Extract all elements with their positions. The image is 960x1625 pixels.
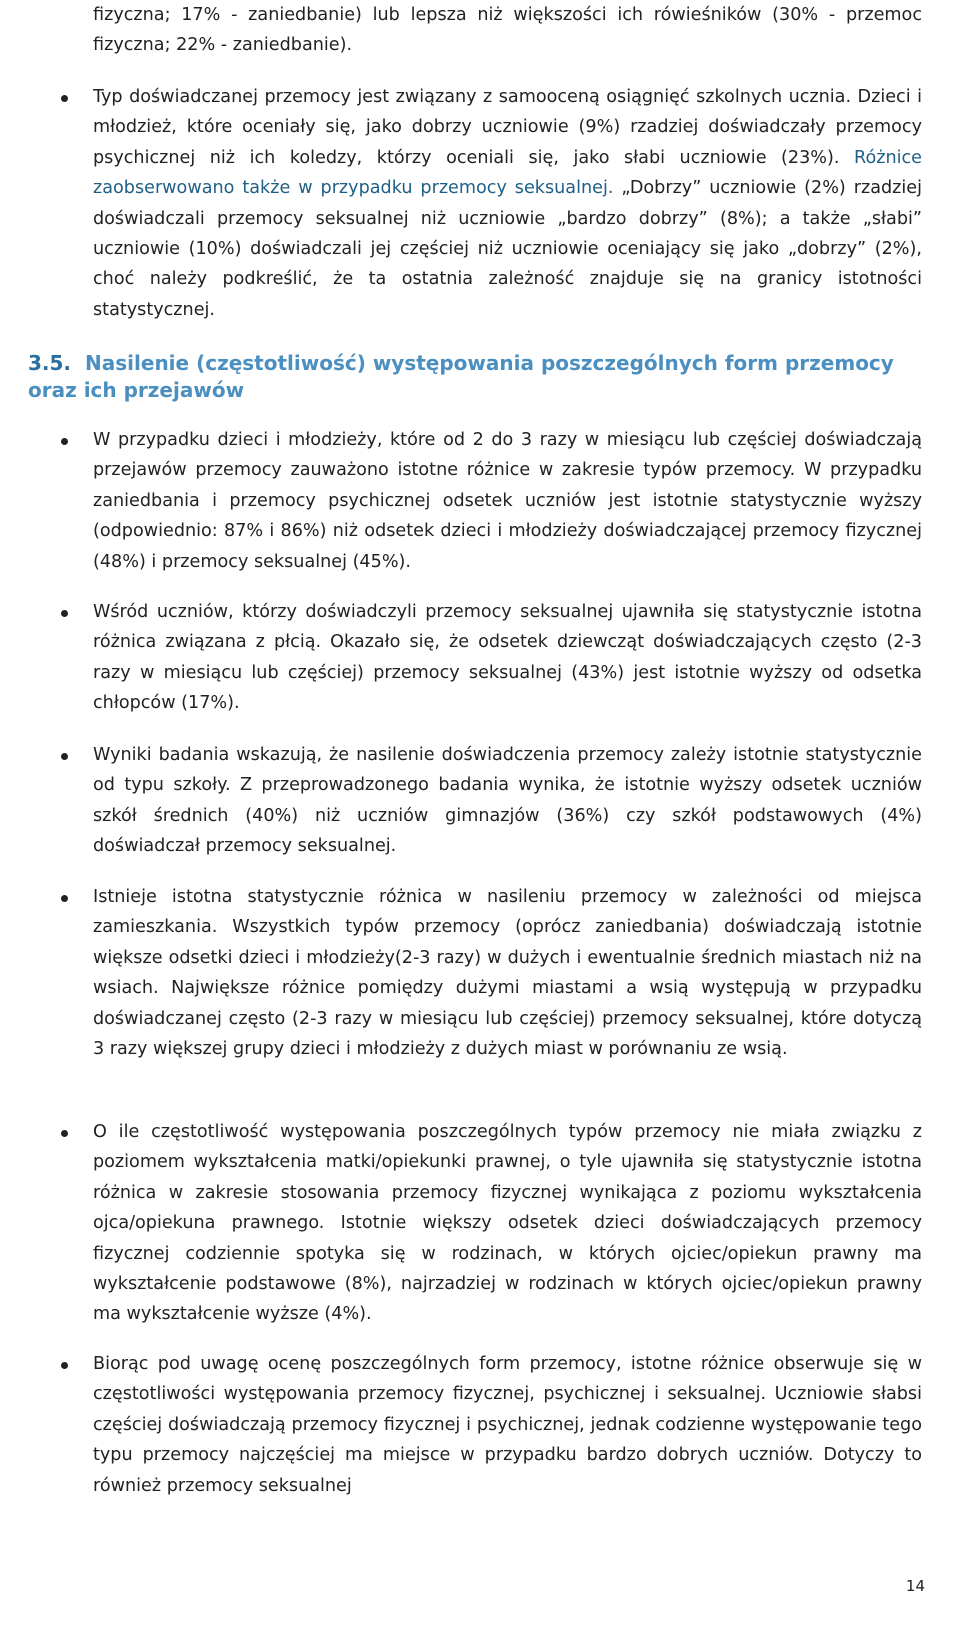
bullet-icon [61, 610, 68, 617]
section-heading [28, 350, 928, 404]
page-number: 14 [905, 1577, 925, 1595]
bullet-icon [61, 753, 68, 760]
bullet-frequency-types: W przypadku dzieci i młodzieży, które od 2 do 3 razy w miesiącu lub częściej doświadczają przejawów przemocy zauważono istotne różnice w zakresie typów przemocy. W przypadku zaniedbania i przemocy psychicznej odsetek uczniów jest istotnie statystycznie wyższy (odpowiednio: 87% i 86%) niż odsetek dzieci i młodzieży doświadczającej przemocy fizycznej (48%) i przemocy seksualnej (45%). [93, 430, 922, 572]
bullet-icon [61, 895, 68, 902]
bullet-place-of-residence: Istnieje istotna statystycznie różnica w nasileniu przemocy w zależności od miejsca zamieszkania. Wszystkich typów przemocy (oprócz zaniedbania) doświadczają istotnie większe odsetki dzieci i młodzieży(2-3 razy) w dużych i ewentualnie średnich miastach niż na wsiach. Największe różnice pomiędzy dużymi miastami a wsią występują w przypadku doświadczanej często (2-3 razy w miesiącu lub częściej) przemocy seksualnej, które dotyczą 3 razy większej grupy dzieci i młodzieży z dużych miast w porównaniu ze wsią. [93, 887, 922, 1060]
bullet-text-highlight: Różnice zaobserwowano także w przypadku przemocy seksualnej. [93, 147, 922, 199]
bullet-gender-difference: Wśród uczniów, którzy doświadczyli przemocy seksualnej ujawniła się statystycznie istotna różnica związana z płcią. Okazało się, że odsetek dziewcząt doświadczających często (2-3 razy w miesiącu lub częściej) przemocy seksualnej (43%) jest istotnie wyższy od odsetka chłopców (17%). [93, 602, 922, 714]
bullet-parent-education: O ile częstotliwość występowania poszczególnych typów przemocy nie miała związku z poziomem wykształcenia matki/opiekunki prawnej, o tyle ujawniła się statystycznie istotna różnica w zakresie stosowania przemocy fizycznej wynikająca z poziomu wykształcenia ojca/opiekuna prawnego. Istotnie większy odsetek dzieci doświadczających przemocy fizycznej codziennie spotyka się w rodzinach, w których ojciec/opiekun prawny ma wykształcenie podstawowe (8%), najrzadziej w rodzinach w których ojciec/opiekun prawny ma wykształcenie wyższe (4%). [93, 1122, 922, 1325]
bullet-school-type: Wyniki badania wskazują, że nasilenie doświadczenia przemocy zależy istotnie statystycznie od typu szkoły. Z przeprowadzonego badania wynika, że istotnie wyższy odsetek uczniów szkół średnich (40%) niż uczniów gimnazjów (36%) czy szkół podstawowych (4%) doświadczał przemocy seksualnej. [93, 745, 922, 857]
bullet-text-part: „Dobrzy” uczniowie (2%) rzadziej doświadczali przemocy seksualnej niż uczniowie „bardzo dobrzy” (8%); a także „słabi” uczniowie (10%) doświadczali jej częściej niż uczniowie oceniający się jako „dobrzy” (2%), choć należy podkreślić, że ta ostatnia zależność znajduje się na granicy istotności statystycznej. [93, 178, 922, 320]
continued-paragraph: fizyczna; 17% - zaniedbanie) lub lepsza niż większości ich rówieśników (30% - przemoc fizyczna; 22% - zaniedbanie). [93, 5, 922, 56]
bullet-icon [61, 438, 68, 445]
bullet-self-assessment [93, 82, 922, 325]
section-title: Nasilenie (częstotliwość) występowania poszczególnych form przemocy oraz ich przejawów [28, 351, 894, 402]
section-number: 3.5. [28, 351, 72, 375]
bullet-icon [61, 1362, 68, 1369]
bullet-text-part: Typ doświadczanej przemocy jest związany z samooceną osiągnięć szkolnych ucznia. Dzieci i młodzież, które oceniały się, jako dobrzy uczniowie (9%) rzadziej doświadczały przemocy psychicznej niż ich koledzy, którzy oceniali się, jako słabi uczniowie (23%). [93, 87, 922, 168]
bullet-icon [61, 1130, 68, 1137]
bullet-student-assessment: Biorąc pod uwagę ocenę poszczególnych form przemocy, istotne różnice obserwuje się w częstotliwości występowania przemocy fizycznej, psychicznej i seksualnej. Uczniowie słabsi częściej doświadczają przemocy fizycznej i psychicznej, jednak codzienne występowanie tego typu przemocy najczęściej ma miejsce w przypadku bardzo dobrych uczniów. Dotyczy to również przemocy seksualnej [93, 1354, 922, 1496]
bullet-icon [61, 95, 68, 102]
